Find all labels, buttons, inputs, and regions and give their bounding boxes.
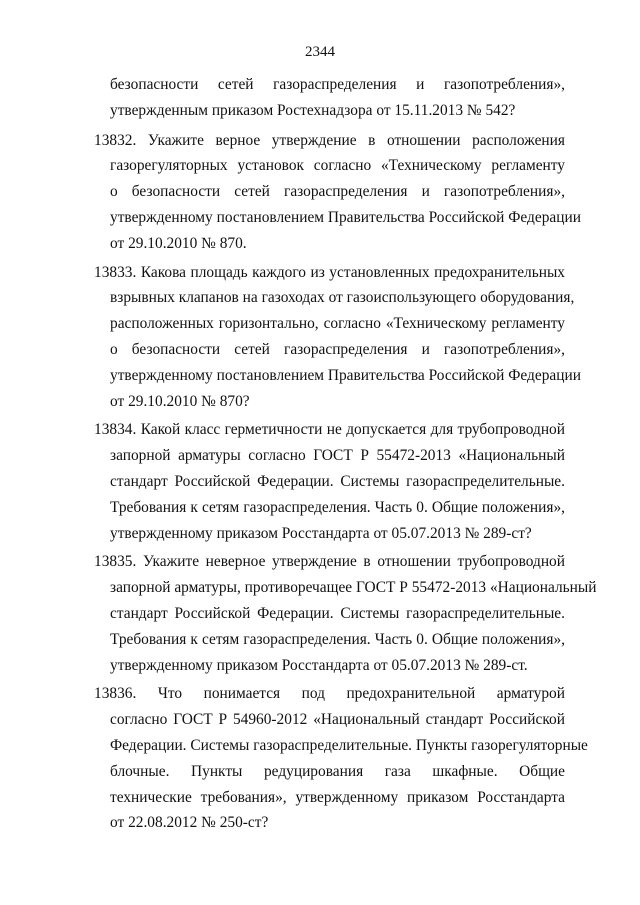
question-number: 13836.: [94, 685, 137, 703]
text-line: Требования к сетям газораспределения. Часть 0. Общие положения»,: [110, 630, 565, 648]
question-first-line: [94, 128, 565, 154]
question-first-line: [94, 260, 565, 286]
page-number: 2344: [305, 44, 335, 60]
text-line: Федерации. Системы газораспределительные. Пункты газорегуляторные: [110, 736, 588, 754]
text-line: газорегуляторных установок согласно «Техническому регламенту: [110, 157, 565, 175]
text-line: утвержденным приказом Ростехнадзора от 15.11.2013 № 542?: [110, 101, 516, 119]
text-line: согласно ГОСТ Р 54960-2012 «Национальный стандарт Российской: [110, 711, 565, 729]
question-text: Что понимается под предохранительной арматурой: [157, 685, 565, 703]
text-line: технические требования», утвержденному приказом Росстандарта: [110, 788, 565, 806]
question-item: [94, 681, 588, 836]
question-text: Какова площадь каждого из установленных предохранительных: [140, 263, 565, 281]
text-line: утвержденному приказом Росстандарта от 05.07.2013 № 289-ст?: [110, 524, 532, 542]
question-item: [94, 128, 581, 257]
question-item: [94, 549, 597, 678]
text-line: утвержденному постановлением Правительства Российской Федерации: [110, 208, 581, 226]
text-line: о безопасности сетей газораспределения и газопотребления»,: [110, 340, 565, 358]
document-body: [94, 72, 597, 836]
question-text: Какой класс герметичности не допускается для трубопроводной: [140, 421, 565, 439]
text-line: от 22.08.2012 № 250-ст?: [110, 814, 269, 832]
text-line: утвержденному постановлением Правительства Российской Федерации: [110, 366, 581, 384]
question-item: [94, 417, 565, 546]
text-line: блочные. Пункты редуцирования газа шкафные. Общие: [110, 762, 565, 780]
text-line: от 29.10.2010 № 870.: [110, 234, 247, 252]
question-text: Укажите верное утверждение в отношении расположения: [147, 131, 565, 149]
question-item: [94, 260, 581, 415]
text-line: стандарт Российской Федерации. Системы газораспределительные.: [110, 472, 565, 490]
text-line: запорной арматуры, противоречащее ГОСТ Р 55472-2013 «Национальный: [110, 579, 597, 597]
text-line: запорной арматуры согласно ГОСТ Р 55472-2013 «Национальный: [110, 447, 565, 465]
text-line: Требования к сетям газораспределения. Часть 0. Общие положения»,: [110, 498, 565, 516]
question-first-line: [94, 549, 565, 575]
text-line: стандарт Российской Федерации. Системы газораспределительные.: [110, 604, 565, 622]
question-number: 13835.: [94, 553, 137, 571]
text-line: утвержденному приказом Росстандарта от 05.07.2013 № 289-ст.: [110, 656, 528, 674]
question-text: Укажите неверное утверждение в отношении трубопроводной: [142, 553, 565, 571]
text-line: о безопасности сетей газораспределения и газопотребления»,: [110, 183, 565, 201]
question-first-line: [94, 417, 565, 443]
text-line: взрывных клапанов на газоходах от газоиспользующего оборудования,: [110, 289, 575, 307]
text-line: расположенных горизонтально, согласно «Техническому регламенту: [110, 315, 565, 333]
question-number: 13834.: [94, 421, 137, 439]
text-line: безопасности сетей газораспределения и газопотребления»,: [110, 76, 565, 93]
continuation-paragraph: [94, 72, 565, 124]
text-line: от 29.10.2010 № 870?: [110, 392, 250, 410]
question-first-line: [94, 681, 565, 707]
question-number: 13832.: [94, 131, 137, 149]
question-number: 13833.: [94, 263, 137, 281]
